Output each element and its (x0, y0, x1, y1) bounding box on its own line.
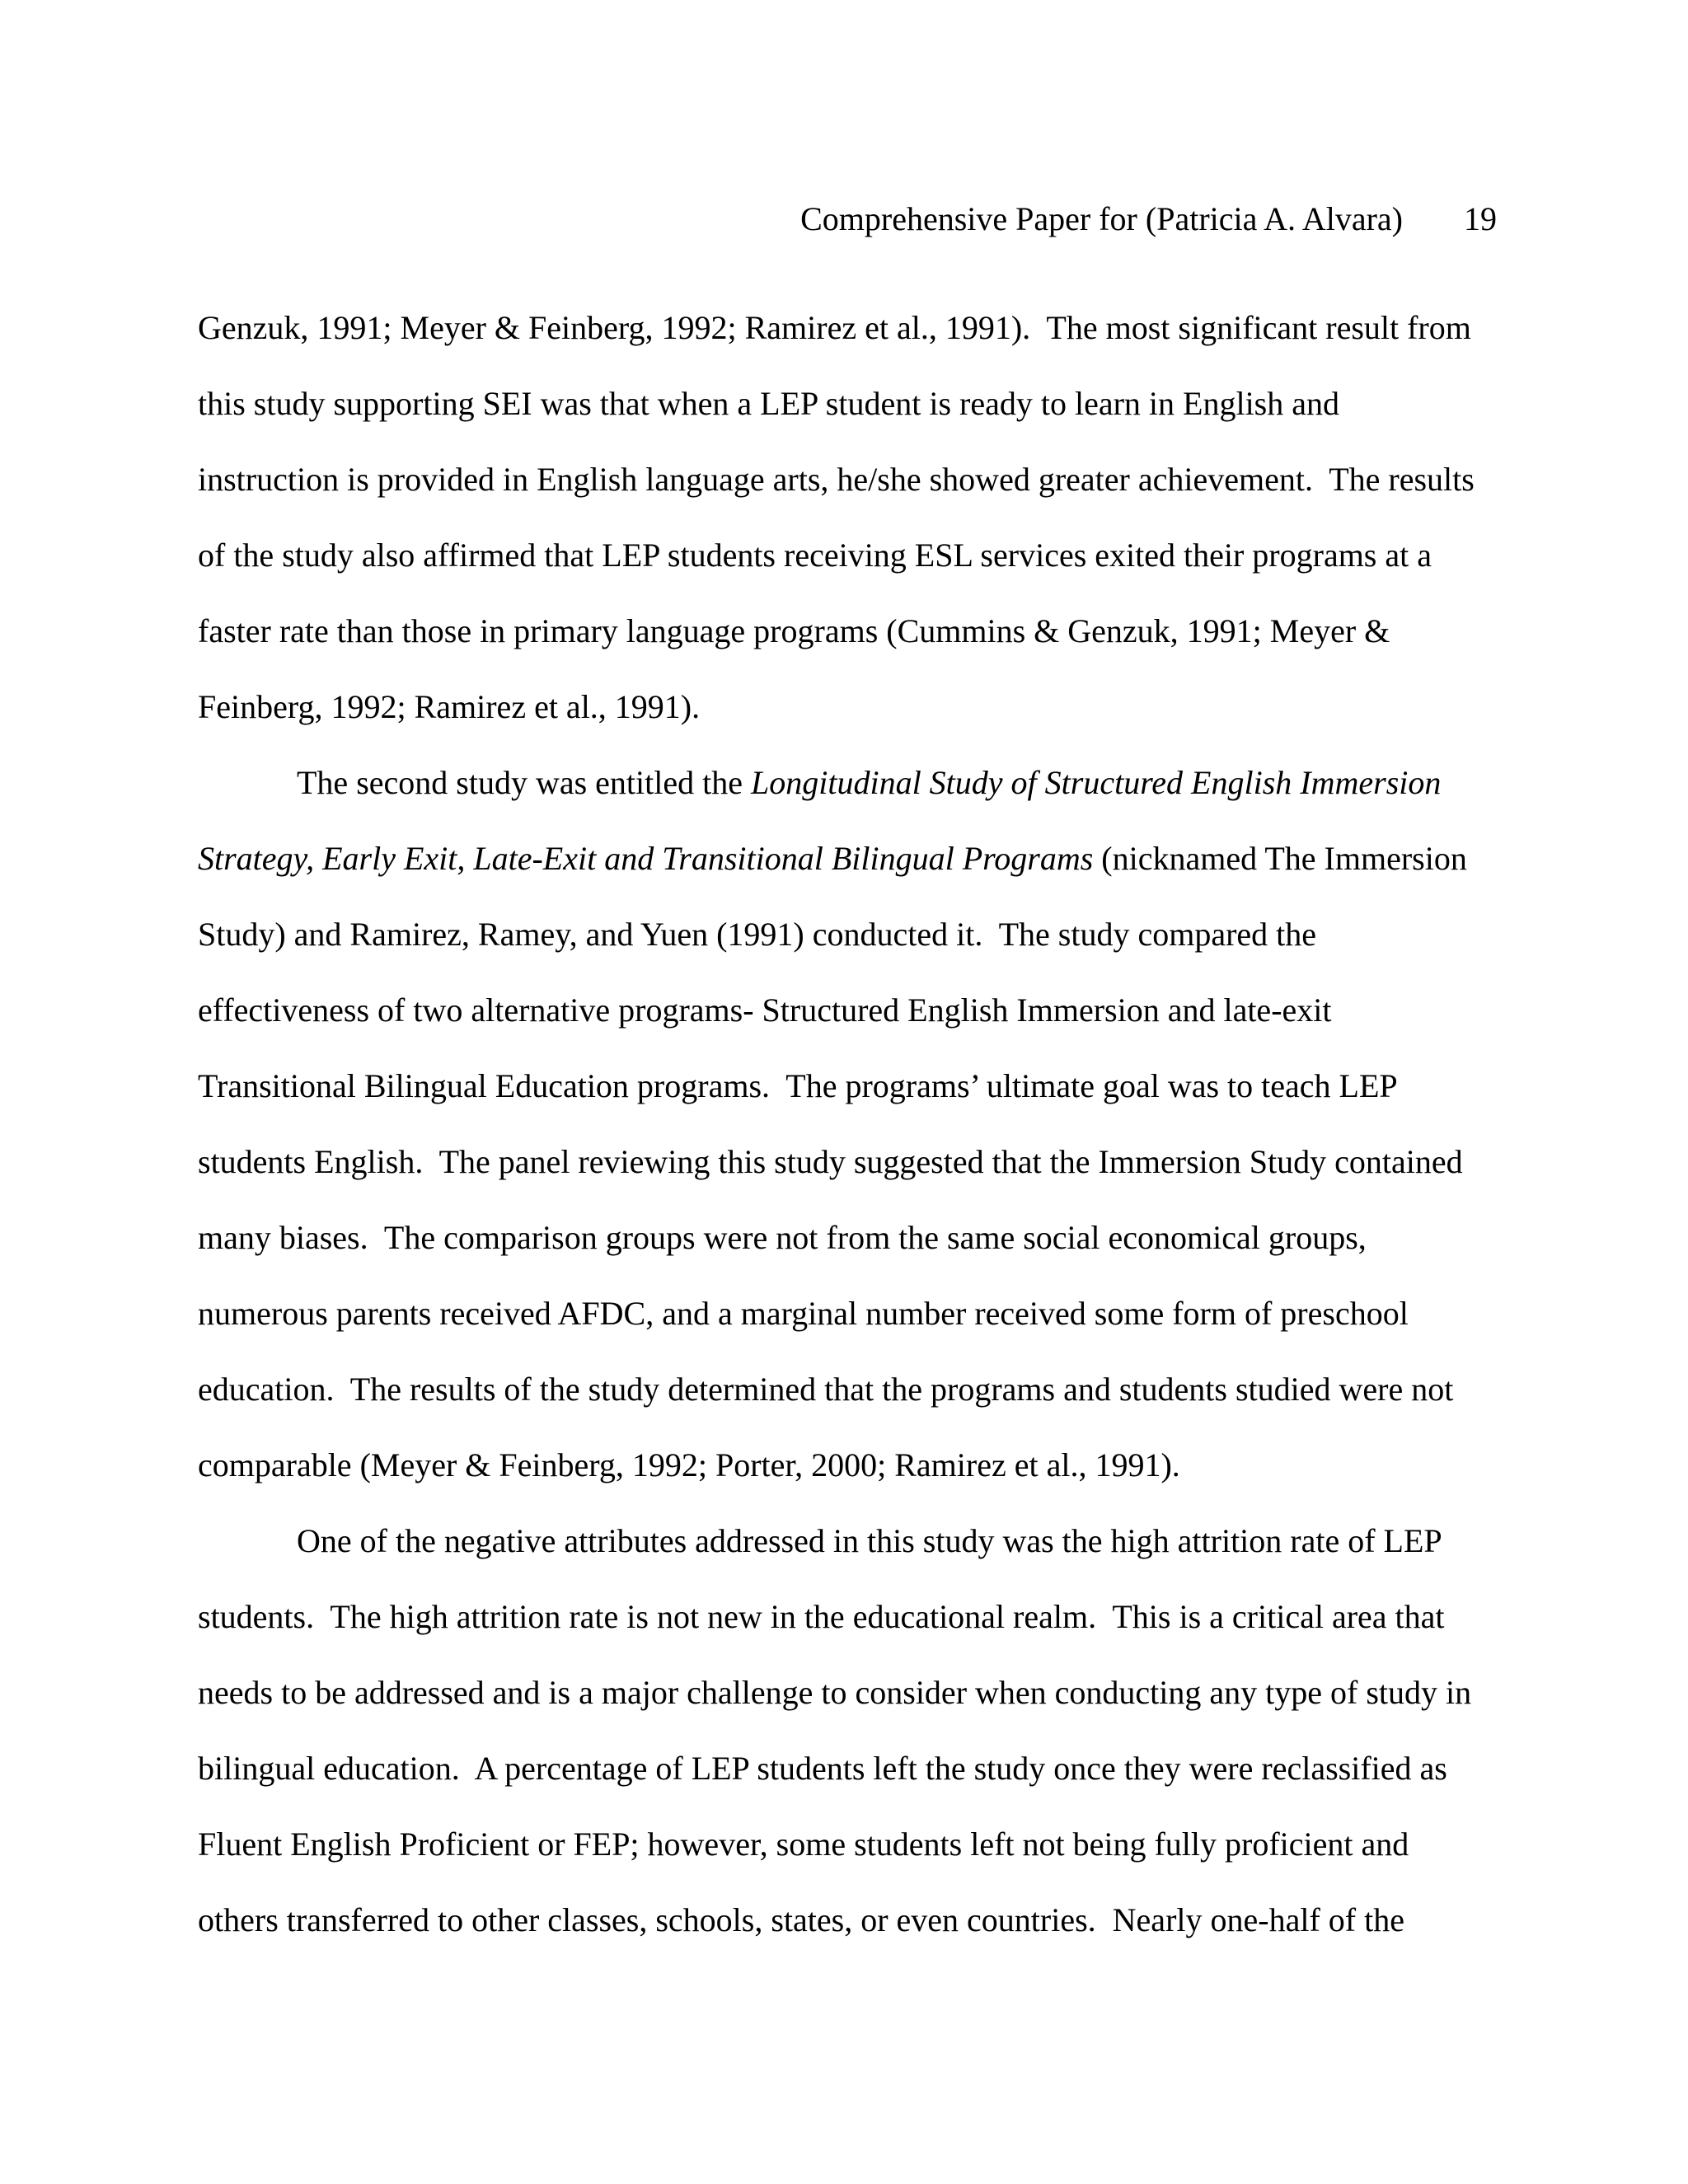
text-segment: Fluent English Proficient or FEP; however, some students left not being fully proficient and (198, 1825, 1409, 1863)
text-line (198, 1427, 1492, 1503)
text-line (198, 442, 1492, 518)
italic-title-segment: Longitudinal Study of Structured English Immersion (750, 764, 1442, 801)
text-segment: of the study also affirmed that LEP students receiving ESL services exited their programs at a (198, 537, 1432, 574)
text-segment: effectiveness of two alternative programs- Structured English Immersion and late-exit (198, 991, 1332, 1029)
text-segment: this study supporting SEI was that when a LEP student is ready to learn in English and (198, 385, 1339, 422)
text-segment: One of the negative attributes addressed in this study was the high attrition rate of LEP (297, 1522, 1442, 1559)
text-segment: others transferred to other classes, schools, states, or even countries. Nearly one-half of the (198, 1901, 1404, 1938)
text-line (198, 1579, 1492, 1655)
text-line (198, 518, 1492, 593)
text-segment: many biases. The comparison groups were not from the same social economical groups, (198, 1219, 1367, 1256)
text-line (198, 897, 1492, 972)
text-segment: (nicknamed The Immersion (1093, 840, 1467, 877)
text-line (198, 821, 1492, 897)
text-segment: needs to be addressed and is a major challenge to consider when conducting any type of study in (198, 1674, 1472, 1711)
text-line (198, 669, 1492, 745)
text-segment: education. The results of the study determined that the programs and students studied were not (198, 1371, 1454, 1408)
text-line (198, 1807, 1492, 1882)
body-text (198, 290, 1492, 1958)
text-line (198, 1048, 1492, 1124)
text-line (198, 593, 1492, 669)
text-line (198, 1731, 1492, 1807)
text-line (198, 972, 1492, 1048)
text-segment: instruction is provided in English language arts, he/she showed greater achievement. The results (198, 461, 1475, 498)
text-segment: comparable (Meyer & Feinberg, 1992; Porter, 2000; Ramirez et al., 1991). (198, 1446, 1180, 1483)
text-line (198, 1200, 1492, 1276)
text-segment: faster rate than those in primary language programs (Cummins & Genzuk, 1991; Meyer & (198, 612, 1390, 649)
running-title: Comprehensive Paper for (Patricia A. Alvara) (800, 200, 1403, 237)
text-line (198, 290, 1492, 366)
text-line (198, 745, 1492, 821)
text-line (198, 1276, 1492, 1352)
page-number: 19 (1464, 200, 1497, 237)
text-segment: Feinberg, 1992; Ramirez et al., 1991). (198, 688, 701, 725)
italic-title-segment: Strategy, Early Exit, Late-Exit and Transitional Bilingual Programs (198, 840, 1094, 877)
text-line (198, 1503, 1492, 1579)
text-line (198, 1882, 1492, 1958)
text-segment: Transitional Bilingual Education programs. The programs’ ultimate goal was to teach LEP (198, 1067, 1398, 1104)
text-line (198, 1655, 1492, 1731)
text-line (198, 1352, 1492, 1427)
text-segment: The second study was entitled the (297, 764, 751, 801)
text-segment: Genzuk, 1991; Meyer & Feinberg, 1992; Ramirez et al., 1991). The most significant result from (198, 309, 1471, 346)
text-line (198, 1124, 1492, 1200)
text-segment: numerous parents received AFDC, and a marginal number received some form of preschool (198, 1295, 1409, 1332)
running-head (800, 196, 1497, 242)
text-segment: students. The high attrition rate is not new in the educational realm. This is a critical area that (198, 1598, 1445, 1635)
text-segment: students English. The panel reviewing this study suggested that the Immersion Study contained (198, 1143, 1463, 1180)
text-segment: Study) and Ramirez, Ramey, and Yuen (1991) conducted it. The study compared the (198, 916, 1317, 953)
text-line (198, 366, 1492, 442)
text-segment: bilingual education. A percentage of LEP students left the study once they were reclassified as (198, 1750, 1447, 1787)
